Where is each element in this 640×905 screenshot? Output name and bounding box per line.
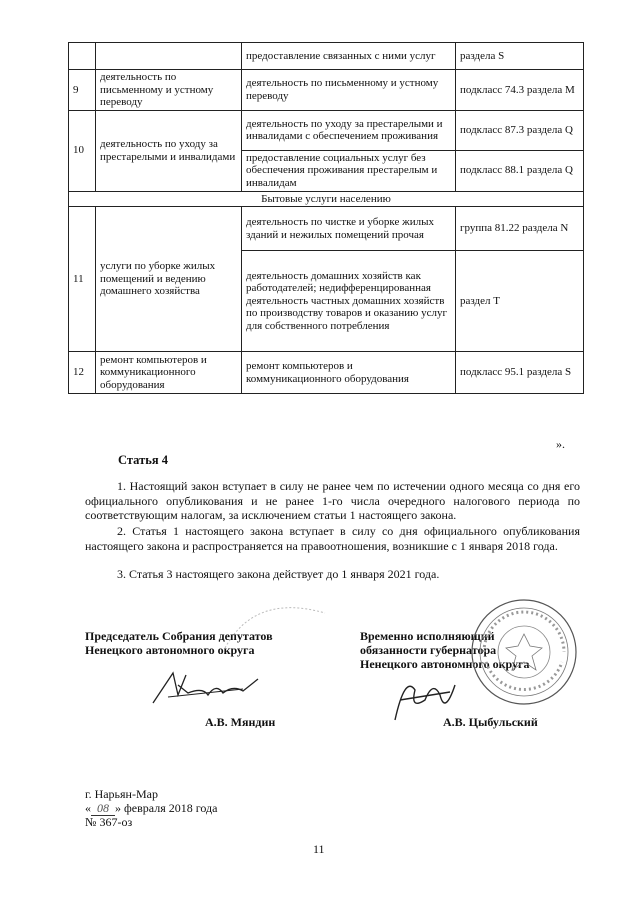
official-seal-graphic bbox=[470, 598, 578, 706]
signatory-title-line: Ненецкого автономного округа bbox=[85, 643, 255, 657]
row-number: 9 bbox=[69, 70, 96, 111]
signatory-title-line: Временно исполняющий bbox=[360, 629, 495, 643]
activity-name: услуги по уборке жилых помещений и ведению домашнего хозяйства bbox=[96, 207, 242, 352]
okved-code: подкласс 87.3 раздела Q bbox=[456, 110, 584, 150]
section-row bbox=[69, 191, 584, 207]
date-line bbox=[85, 801, 217, 815]
date-rest: » февраля 2018 года bbox=[115, 801, 218, 815]
okved-code: подкласс 95.1 раздела S bbox=[456, 352, 584, 394]
signatory-name: А.В. Мяндин bbox=[205, 715, 276, 729]
signatory-title-line: Председатель Собрания депутатов bbox=[85, 629, 273, 643]
activity-detail: деятельность домашних хозяйств как работодателей; недифференцированная деятельность частных домашних хозяйств по производству товаров и оказанию услуг для собственного потребления bbox=[242, 251, 456, 352]
row-number: 12 bbox=[69, 352, 96, 394]
okved-code: подкласс 88.1 раздела Q bbox=[456, 150, 584, 191]
section-heading: Бытовые услуги населению bbox=[69, 191, 584, 207]
activity-detail: предоставление социальных услуг без обеспечения проживания престарелым и инвалидам bbox=[242, 150, 456, 191]
row-number: 10 bbox=[69, 110, 96, 191]
signature-block-chairman bbox=[85, 629, 273, 657]
article-paragraph: 2. Статья 1 настоящего закона вступает в силу со дня официального опубликования настоящего закона и распространяется на правоотношения, возникшие с 1 января 2018 года. bbox=[85, 524, 580, 553]
city-line: г. Нарьян-Мар bbox=[85, 787, 158, 801]
activity-name: ремонт компьютеров и коммуникационного оборудования bbox=[96, 352, 242, 394]
article-paragraph: 1. Настоящий закон вступает в силу не ранее чем по истечении одного месяца со дня его официального опубликования и не ранее 1-го числа очередного налогового периода по соответствующим налогам, за исключением статьи 1 настоящего закона. bbox=[85, 479, 580, 522]
activity-table bbox=[68, 42, 584, 394]
table-row bbox=[69, 207, 584, 251]
table-row bbox=[69, 70, 584, 111]
okved-code: группа 81.22 раздела N bbox=[456, 207, 584, 251]
handwritten-signature-left bbox=[148, 665, 268, 710]
table-row bbox=[69, 110, 584, 150]
table-row bbox=[69, 352, 584, 394]
article-paragraph: 3. Статья 3 настоящего закона действует до 1 января 2021 года. bbox=[117, 567, 440, 581]
activity-detail: ремонт компьютеров и коммуникационного оборудования bbox=[242, 352, 456, 394]
table-row bbox=[69, 43, 584, 70]
signatory-title-line: Ненецкого автономного округа bbox=[360, 657, 530, 671]
activity-name: деятельность по уходу за престарелыми и инвалидами bbox=[96, 110, 242, 191]
signatory-name: А.В. Цыбульский bbox=[443, 715, 538, 729]
activity-detail: деятельность по чистке и уборке жилых зданий и нежилых помещений прочая bbox=[242, 207, 456, 251]
activity-detail: деятельность по уходу за престарелыми и инвалидами с обеспечением проживания bbox=[242, 110, 456, 150]
row-number bbox=[69, 43, 96, 70]
row-number: 11 bbox=[69, 207, 96, 352]
page-number: 11 bbox=[313, 842, 325, 856]
activity-detail: деятельность по письменному и устному переводу bbox=[242, 70, 456, 111]
activity-detail: предоставление связанных с ними услуг bbox=[242, 43, 456, 70]
article-title: Статья 4 bbox=[118, 453, 168, 467]
okved-code: раздел Т bbox=[456, 251, 584, 352]
date-day-handwritten: 08 bbox=[91, 801, 115, 816]
activity-name: деятельность по письменному и устному переводу bbox=[96, 70, 242, 111]
law-number: № 367-оз bbox=[85, 815, 133, 829]
signatory-title-line: обязанности губернатора bbox=[360, 643, 497, 657]
closing-quote: ». bbox=[556, 437, 565, 451]
date-open-quote: « bbox=[85, 801, 91, 815]
okved-code: подкласс 74.3 раздела М bbox=[456, 70, 584, 111]
okved-code: раздела S bbox=[456, 43, 584, 70]
activity-name bbox=[96, 43, 242, 70]
